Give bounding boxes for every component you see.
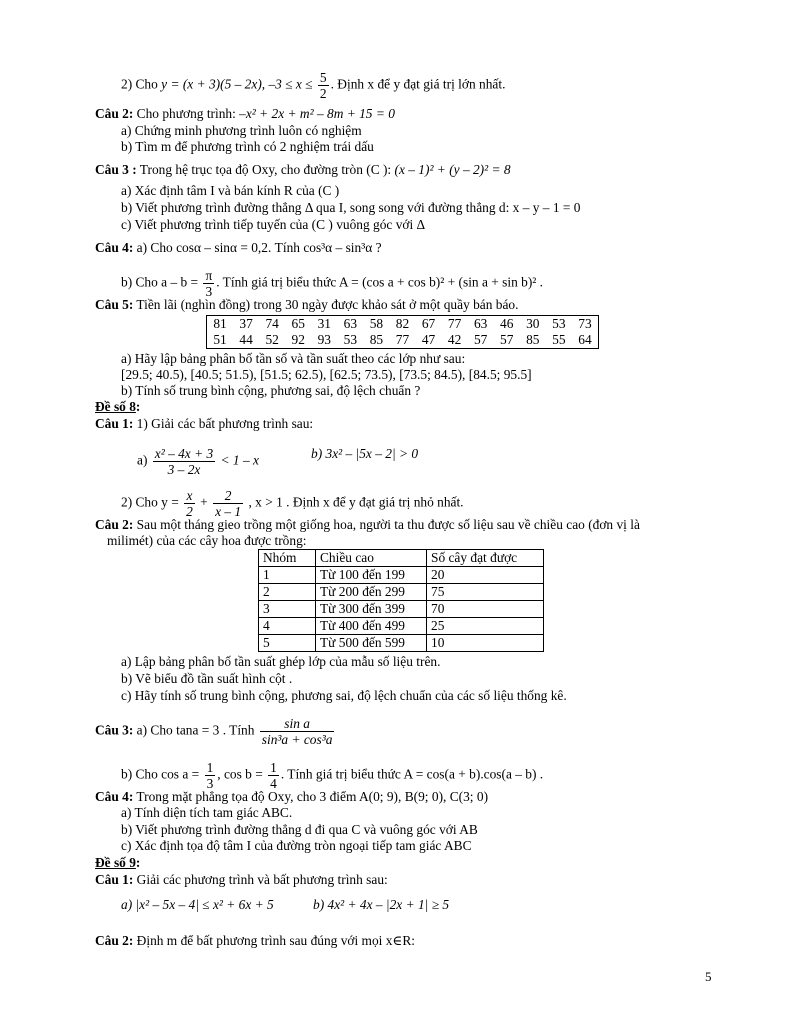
fraction <box>184 488 195 519</box>
denominator: 3 <box>206 776 214 791</box>
section-title: Đề số 8 <box>95 399 136 414</box>
table-cell: 3 <box>259 601 316 618</box>
table-cell: 10 <box>427 635 544 652</box>
sub-question: a) |x² – 5x – 4| ≤ x² + 6x + 5 <box>121 897 274 912</box>
text: . Tính giá trị biểu thức A = (cos a + cos b)² + (sin a + sin b)² . <box>216 274 543 290</box>
table-cell: 53 <box>552 316 566 331</box>
question-label: Câu 2: <box>95 106 134 121</box>
math-expression: < 1 – x <box>217 452 259 468</box>
table-cell: 64 <box>578 332 592 347</box>
text: Cho phương trình: <box>133 106 240 121</box>
sub-question: c) Hãy tính số trung bình cộng, phương sai, độ lệch chuẩn của các số liệu thống kê. <box>121 688 567 703</box>
question-label: Câu 2: <box>95 517 134 532</box>
table-cell: 92 <box>291 332 305 347</box>
table-cell: 25 <box>427 618 544 635</box>
table-cell: 31 <box>317 316 331 331</box>
text: , x > 1 . Định x để y đạt giá trị nhỏ nhất. <box>245 494 464 510</box>
question-line <box>121 70 505 101</box>
table-cell: 44 <box>239 332 253 347</box>
fraction <box>203 268 214 299</box>
text: 2) Cho <box>121 76 162 92</box>
text: : <box>135 399 141 414</box>
text: Tiền lãi (nghìn đồng) trong 30 ngày được khảo sát ở một quầy bán báo. <box>133 297 519 312</box>
table-cell: 74 <box>265 316 279 331</box>
sub-question: c) Viết phương trình tiếp tuyến của (C ) vuông góc với Δ <box>121 217 426 232</box>
table-cell: 42 <box>447 332 462 347</box>
table-cell: 52 <box>265 332 279 347</box>
sub-question: b) 4x² + 4x – |2x + 1| ≥ 5 <box>313 897 450 912</box>
section-title: Đề số 9 <box>95 855 136 870</box>
sub-question <box>137 446 259 477</box>
sub-question: a) Hãy lập bảng phân bố tần số và tần suất theo các lớp như sau: <box>121 351 466 366</box>
question-c2 <box>95 106 395 122</box>
text: b) Cho a – b = <box>121 274 202 290</box>
table-row <box>259 567 544 584</box>
table-cell: 63 <box>343 316 358 331</box>
sub-question: b) Viết phương trình đường thẳng Δ qua I, song song với đường thẳng d: x – y – 1 = 0 <box>121 200 581 215</box>
numerator: 1 <box>270 760 277 775</box>
text: : <box>135 855 141 870</box>
question-label: Câu 3: <box>95 722 134 738</box>
question-label: Câu 4: <box>95 789 134 804</box>
table-cell: 58 <box>369 316 384 331</box>
numerator: 5 <box>319 70 327 85</box>
table-row <box>207 316 599 333</box>
table-cell: 2 <box>259 584 316 601</box>
sub-question: [29.5; 40.5), [40.5; 51.5), [51.5; 62.5), [62.5; 73.5), [73.5; 84.5), [84.5; 95.5] <box>121 367 532 382</box>
question-label: Câu 5: <box>95 297 134 312</box>
text: Giải các phương trình và bất phương trình sau: <box>133 872 388 887</box>
table-cell: 55 <box>552 332 566 347</box>
table-row <box>259 584 544 601</box>
sub-question: b) Tính số trung bình cộng, phương sai, độ lệch chuẩn ? <box>121 383 421 398</box>
table-cell: Từ 500 đến 599 <box>316 635 427 652</box>
table-cell: 4 <box>259 618 316 635</box>
table-cell: 77 <box>395 332 410 347</box>
table-row <box>259 618 544 635</box>
table-cell: 85 <box>369 332 384 347</box>
fraction <box>260 716 335 747</box>
fraction <box>213 488 243 519</box>
question-c4 <box>95 240 382 256</box>
section-title-de9 <box>95 855 140 871</box>
denominator: sin³a + cos³a <box>261 732 333 747</box>
text: a) <box>137 452 151 468</box>
question-label: Câu 1: <box>95 416 134 431</box>
table-cell: 82 <box>395 316 410 331</box>
table-row <box>259 601 544 618</box>
numerator: π <box>205 268 213 283</box>
table-cell: 93 <box>317 332 331 347</box>
sub-question: b) Viết phương trình đường thẳng d đi qua C và vuông góc với AB <box>121 822 478 837</box>
sub-question <box>121 268 543 299</box>
table-cell: 65 <box>291 316 305 331</box>
sub-question: a) Xác định tâm I và bán kính R của (C ) <box>121 183 340 198</box>
fraction <box>153 446 215 477</box>
table-cell: 75 <box>427 584 544 601</box>
table-cell: 57 <box>500 332 514 347</box>
fraction <box>268 760 279 791</box>
table-cell: 37 <box>239 316 253 331</box>
sub-question: a) Lập bảng phân bố tần suất ghép lớp của mẫu số liệu trên. <box>121 654 441 669</box>
table-cell: 73 <box>578 316 592 331</box>
table-cell: 81 <box>213 316 227 331</box>
question-de8-c4 <box>95 789 488 805</box>
table-cell: 53 <box>343 332 358 347</box>
question-de8-c2 <box>95 517 640 533</box>
numerator: 2 <box>213 488 243 504</box>
denominator: x – 1 <box>215 504 242 519</box>
table-header: Số cây đạt được <box>427 550 544 567</box>
denominator: 3 – 2x <box>167 462 201 477</box>
sub-question: b) Vẽ biểu đồ tần suất hình cột . <box>121 671 293 686</box>
text: + <box>196 494 212 510</box>
table-cell: Từ 200 đến 299 <box>316 584 427 601</box>
sub-question: c) Xác định tọa độ tâm I của đường tròn ngoại tiếp tam giác ABC <box>121 838 472 853</box>
sub-question <box>121 760 543 791</box>
text: Trong mặt phẳng tọa độ Oxy, cho 3 điểm A(0; 9), B(9; 0), C(3; 0) <box>133 789 489 804</box>
section-title-de8 <box>95 399 140 415</box>
denominator: 2 <box>319 86 327 101</box>
text: b) Cho cos a = <box>121 766 203 782</box>
text: Trong hệ trục tọa độ Oxy, cho đường tròn (C ): <box>136 162 395 177</box>
question-de9-c2 <box>95 933 415 949</box>
table-row <box>207 332 599 349</box>
question-label: Câu 2: <box>95 933 134 948</box>
table-cell: 67 <box>421 316 436 331</box>
math-expression: y = (x + 3)(5 – 2x), –3 ≤ x ≤ <box>161 76 316 92</box>
text: , cos b = <box>217 766 267 782</box>
sub-question: b) 3x² – |5x – 2| > 0 <box>311 446 419 461</box>
question-de8-c1 <box>95 416 313 432</box>
question-text-cont: milimét) của các cây hoa được trồng: <box>107 533 307 548</box>
numerator: x <box>184 488 195 504</box>
table-cell: 51 <box>213 332 227 347</box>
text: . Định x để y đạt giá trị lớn nhất. <box>330 76 506 92</box>
text: Sau một tháng gieo trồng một giống hoa, người ta thu được số liệu sau về chiều cao (đơn vị là <box>133 517 640 532</box>
table-cell: 70 <box>427 601 544 618</box>
table-cell: Từ 400 đến 499 <box>316 618 427 635</box>
table-cell: 30 <box>526 316 540 331</box>
text: Định m để bất phương trình sau đúng với mọi x∈R: <box>133 933 415 948</box>
table-cell: 20 <box>427 567 544 584</box>
page-number: 5 <box>705 969 712 984</box>
question-de9-c1 <box>95 872 388 888</box>
question-label: Câu 3 : <box>95 162 137 177</box>
math-expression: (x – 1)² + (y – 2)² = 8 <box>394 162 511 177</box>
table-cell: 63 <box>473 316 488 331</box>
question-de8-c3 <box>95 716 336 747</box>
table-cell: 5 <box>259 635 316 652</box>
text: a) Cho cosα – sinα = 0,2. Tính cos³α – sin³α ? <box>133 240 382 255</box>
table-cell: Từ 100 đến 199 <box>316 567 427 584</box>
denominator: 3 <box>205 284 213 299</box>
table-cell: 1 <box>259 567 316 584</box>
table-row <box>259 635 544 652</box>
sub-question: b) Tìm m để phương trình có 2 nghiệm trái dấu <box>121 139 374 154</box>
table-cell: 47 <box>421 332 436 347</box>
text: a) Cho tana = 3 . Tính <box>133 722 258 738</box>
text: 2) Cho y = <box>121 494 183 510</box>
table-cell: 77 <box>447 316 462 331</box>
table-header: Chiều cao <box>316 550 427 567</box>
sub-question: a) Chứng minh phương trình luôn có nghiệm <box>121 123 362 138</box>
math-expression: –x² + 2x + m² – 8m + 15 = 0 <box>239 106 395 121</box>
table-cell: 57 <box>473 332 488 347</box>
table-cell: Từ 300 đến 399 <box>316 601 427 618</box>
data-table-profit <box>206 315 599 349</box>
question-c5 <box>95 297 518 313</box>
text: 1) Giải các bất phương trình sau: <box>133 416 314 431</box>
table-header: Nhóm <box>259 550 316 567</box>
numerator: 1 <box>206 760 214 775</box>
fraction <box>205 760 216 791</box>
question-c3 <box>95 162 511 178</box>
question-label: Câu 4: <box>95 240 134 255</box>
denominator: 2 <box>186 504 193 519</box>
height-table <box>258 549 544 652</box>
numerator: sin a <box>260 716 335 732</box>
numerator: x² – 4x + 3 <box>154 446 214 461</box>
table-cell: 46 <box>500 316 514 331</box>
fraction <box>318 70 329 101</box>
text: . Tính giá trị biểu thức A = cos(a + b).cos(a – b) . <box>280 766 544 782</box>
sub-question <box>121 488 464 519</box>
denominator: 4 <box>270 776 277 791</box>
sub-question: a) Tính diện tích tam giác ABC. <box>121 805 293 820</box>
table-cell: 85 <box>526 332 540 347</box>
question-label: Câu 1: <box>95 872 134 887</box>
